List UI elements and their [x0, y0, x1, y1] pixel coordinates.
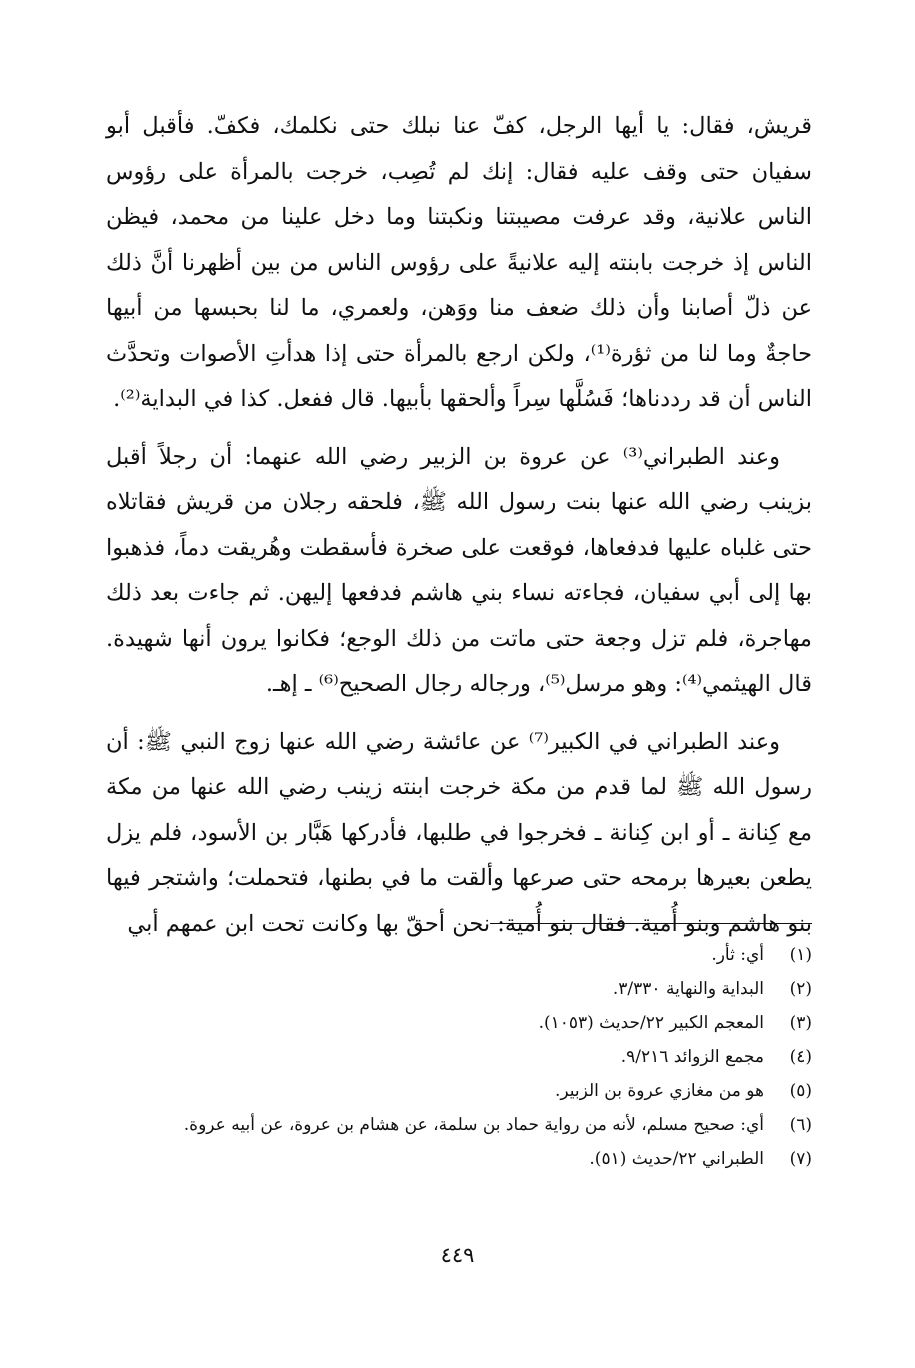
- footnote-number: (٢): [789, 979, 812, 999]
- page-number: ٤٤٩: [440, 1243, 475, 1267]
- paragraph-1: قريش، فقال: يا أيها الرجل، كفّ عنا نبلك حتى نكلمك، فكفّ. فأقبل أبو سفيان حتى وقف عليه فقال: إنك لم تُصِب، خرجت بالمرأة على رؤوس الناس علانية، وقد عرفت مصيبتنا ونكبتنا وما دخل علينا من محمد، فيظن الناس إذ خرجت بابنته إليه علانيةً على رؤوس الناس من بين أظهرنا أنَّ ذلك عن ذلّ أصابنا وأن ذلك ضعف منا ووَهن، ولعمري، ما لنا بحبسها من أبيها حاجةٌ وما لنا من ثؤرة⁽¹⁾، ولكن ارجع بالمرأة حتى إذا هدأتِ الأصوات وتحدَّث الناس أن قد رددناها؛ فَسُلَّها سِراً وألحقها بأبيها. قال ففعل. كذا في البداية⁽²⁾.: [106, 113, 812, 412]
- footnote-text: هو من مغازي عروة بن الزبير.: [554, 1081, 764, 1101]
- footnote-number: (٤): [789, 1047, 812, 1067]
- footnote-text: المعجم الكبير ٢٢/حديث (١٠٥٣).: [538, 1013, 764, 1033]
- footnote-3: [106, 1006, 812, 1040]
- footnote-text: البداية والنهاية ٣/٣٣٠.: [612, 979, 764, 999]
- footnote-4: [106, 1040, 812, 1074]
- footnote-1: [106, 938, 812, 972]
- footnote-text: أي: ثأر.: [711, 945, 764, 965]
- footnote-7: [106, 1142, 812, 1176]
- footnote-number: (٣): [789, 1013, 812, 1033]
- footnote-text: الطبراني ٢٢/حديث (٥١).: [589, 1149, 764, 1169]
- footnote-2: [106, 972, 812, 1006]
- footnote-6: [106, 1108, 812, 1142]
- paragraph-3: وعند الطبراني في الكبير⁽⁷⁾ عن عائشة رضي الله عنها زوج النبي ﷺ: أن رسول الله ﷺ لما قدم من مكة خرجت ابنته زينب رضي الله عنها من مكة مع كِنانة ـ أو ابن كِنانة ـ فخرجوا في طلبها، فأدركها هَبَّار بن الأسود، فلم يزل يطعن بعيرها برمحه حتى صرعها وألقت ما في بطنها، فتحملت؛ واشتجر فيها بنو هاشم وبنو أُمية. فقال بنو أُمية: نحن أحقّ بها وكانت تحت ابن عمهم أبي: [106, 728, 812, 937]
- footnote-text: مجمع الزوائد ٩/٢١٦.: [620, 1047, 764, 1067]
- main-text: [106, 104, 812, 947]
- footnote-number: (٧): [789, 1149, 812, 1169]
- footnotes: [106, 938, 812, 1176]
- footnote-divider: [490, 923, 812, 924]
- footnote-number: (١): [789, 945, 812, 965]
- paragraph-2: وعند الطبراني⁽³⁾ عن عروة بن الزبير رضي الله عنهما: أن رجلاً أقبل بزينب رضي الله عنها بنت رسول الله ﷺ، فلحقه رجلان من قريش فقاتلاه حتى غلباه عليها فدفعاها، فوقعت على صخرة فأسقطت وهُريقت دماً، فذهبوا بها إلى أبي سفيان، فجاءته نساء بني هاشم فدفعها إليهن. ثم جاءت بعد ذلك مهاجرة، فلم تزل وجعة حتى ماتت من ذلك الوجع؛ فكانوا يرون أنها شهيدة. قال الهيثمي⁽⁴⁾: وهو مرسل⁽⁵⁾، ورجاله رجال الصحيح⁽⁶⁾ ـ إهـ.: [106, 443, 812, 697]
- footnote-text: أي: صحيح مسلم، لأنه من رواية حماد بن سلمة، عن هشام بن عروة، عن أبيه عروة.: [183, 1115, 764, 1135]
- footnote-5: [106, 1074, 812, 1108]
- footnote-number: (٦): [789, 1115, 812, 1135]
- footnote-number: (٥): [789, 1081, 812, 1101]
